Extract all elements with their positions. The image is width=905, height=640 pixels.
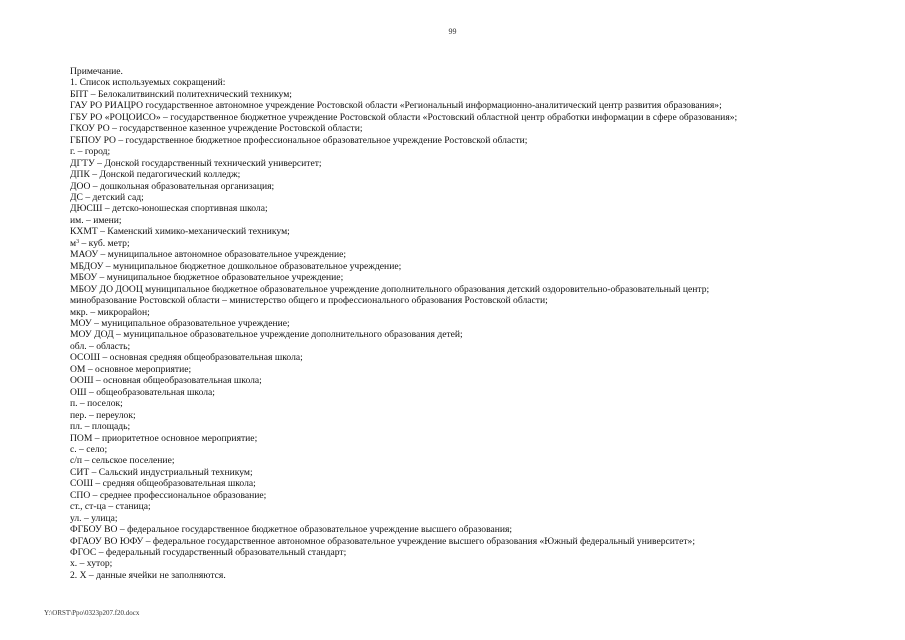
- cubic-meter-definition: – куб. метр;: [79, 237, 130, 249]
- footer-file-path: Y:\ORST\Ppo\0323p207.f20.docx: [44, 609, 140, 617]
- list-item: ДПК – Донской педагогический колледж;: [70, 169, 241, 181]
- list-item: ПОМ – приоритетное основное мероприятие;: [70, 432, 258, 444]
- abbreviation-list-2: [70, 249, 890, 570]
- note-body: [70, 66, 890, 581]
- list-item: МАОУ – муниципальное автономное образовательное учреждение;: [70, 249, 347, 261]
- list-item: ОСОШ – основная средняя общеобразовательная школа;: [70, 352, 303, 364]
- list-item: МБОУ ДО ДООЦ муниципальное бюджетное образовательное учреждение дополнительного образования детский оздоровительно-образовательный центр;: [70, 283, 710, 295]
- note-title: Примечание.: [70, 66, 123, 77]
- list-item: пл. – площадь;: [70, 421, 131, 433]
- list-item: СИТ – Сальский индустриальный техникум;: [70, 466, 253, 478]
- list-item: ДГТУ – Донской государственный технический университет;: [70, 157, 322, 169]
- list-item: ДЮСШ – детско-юношеская спортивная школа;: [70, 203, 268, 215]
- list-item: минобразование Ростовской области – министерство общего и профессионального образования Ростовской области;: [70, 295, 548, 307]
- list-item: ДС – детский сад;: [70, 191, 144, 203]
- list-item: ДОО – дошкольная образовательная организация;: [70, 180, 275, 192]
- list-item: ОШ – общеобразовательная школа;: [70, 386, 215, 398]
- list-item: ст., ст-ца – станица;: [70, 501, 151, 513]
- list-item: КХМТ – Каменский химико-механический техникум;: [70, 226, 290, 238]
- list-item: обл. – область;: [70, 340, 131, 352]
- cubic-meter-base: м: [70, 237, 77, 249]
- cubic-meter-superscript: 3: [76, 238, 80, 245]
- list-item: п. – поселок;: [70, 398, 123, 410]
- list-item: БПТ – Белокалитвинский политехнический техникум;: [70, 88, 292, 100]
- list-item: ГАУ РО РИАЦРО государственное автономное учреждение Ростовской области «Региональный информационно-аналитический центр развития образования»;: [70, 100, 722, 112]
- list-item: мкр. – микрорайон;: [70, 306, 150, 318]
- list-item: ГКОУ РО – государственное казенное учреждение Ростовской области;: [70, 123, 363, 135]
- list-item: с/п – сельское поселение;: [70, 455, 175, 467]
- list-heading: 1. Список используемых сокращений:: [70, 77, 226, 89]
- list-item: ФГАОУ ВО ЮФУ – федеральное государственное автономное образовательное учреждение высшего образования «Южный федеральный университет»;: [70, 535, 696, 547]
- list-item: ФГОС – федеральный государственный образовательный стандарт;: [70, 547, 347, 559]
- list-item: МОУ – муниципальное образовательное учреждение;: [70, 317, 290, 329]
- list-item: СОШ – средняя общеобразовательная школа;: [70, 478, 256, 490]
- list-item: МОУ ДОД – муниципальное образовательное учреждение дополнительного образования детей;: [70, 329, 463, 341]
- list-item: ОМ – основное мероприятие;: [70, 363, 192, 375]
- list-item: с. – село;: [70, 443, 108, 455]
- list-item: им. – имени;: [70, 214, 122, 226]
- list-item: МБДОУ – муниципальное бюджетное дошкольное образовательное учреждение;: [70, 260, 402, 272]
- list-item: ГБУ РО «РОЦОИСО» – государственное бюджетное учреждение Ростовской области «Ростовский областной центр обработки информации в сфере образования»;: [70, 111, 738, 123]
- list-item: х. – хутор;: [70, 558, 113, 570]
- list-item: ООШ – основная общеобразовательная школа;: [70, 375, 262, 387]
- list-item: СПО – среднее профессиональное образование;: [70, 489, 267, 501]
- list-item: ГБПОУ РО – государственное бюджетное профессиональное образовательное учреждение Ростовской области;: [70, 134, 528, 146]
- list-item: ул. – улица;: [70, 512, 118, 524]
- abbreviation-list-1: [70, 89, 890, 238]
- list-item: г. – город;: [70, 146, 111, 158]
- page-number: 99: [448, 27, 457, 36]
- list-item-cubic-meter: [70, 238, 890, 249]
- list-item: пер. – переулок;: [70, 409, 136, 421]
- note-2: 2. Х – данные ячейки не заполняются.: [70, 569, 226, 581]
- list-item: МБОУ – муниципальное бюджетное образовательное учреждение;: [70, 272, 344, 284]
- list-item: ФГБОУ ВО – федеральное государственное бюджетное образовательное учреждение высшего образования;: [70, 524, 513, 536]
